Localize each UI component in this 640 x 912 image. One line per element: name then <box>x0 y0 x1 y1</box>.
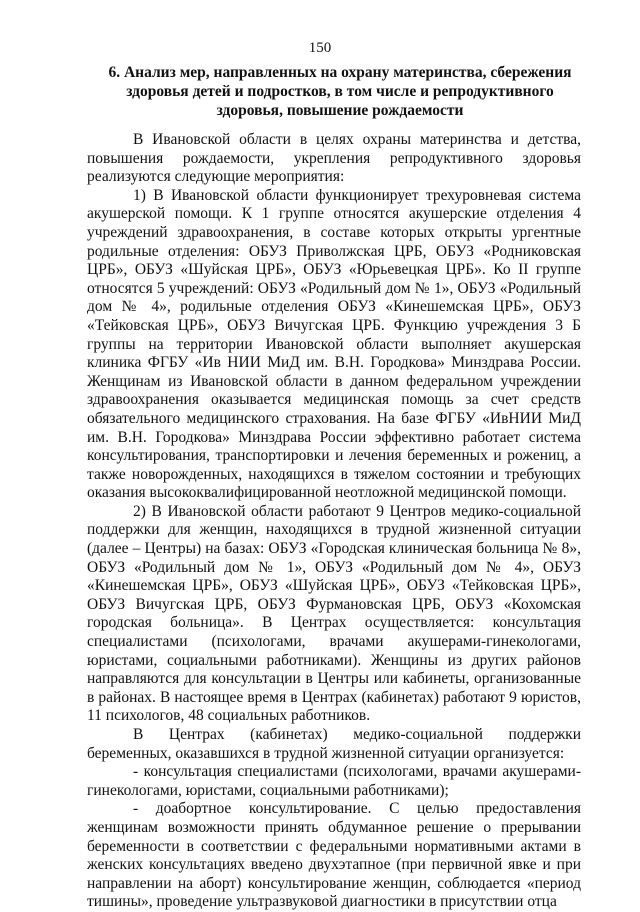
page-number: 150 <box>308 40 332 56</box>
list-item-1: 1) В Ивановской области функционирует трехуровневая система акушерской помощи. К 1 группе относятся акушерские отделения 4 учреждений здравоохранения, в составе которых открыты ургентные родильные отделения: ОБУЗ Приволжская ЦРБ, ОБУЗ «Родниковская ЦРБ», ОБУЗ «Шуйская ЦРБ», ОБУЗ «Юрьевецкая ЦРБ». Ко II группе относятся 5 учреждений: ОБУЗ «Родильный дом № 1», ОБУЗ «Родильный дом № 4», родильные отделения ОБУЗ «Кинешемская ЦРБ», ОБУЗ «Тейковская ЦРБ», ОБУЗ Вичугская ЦРБ. Функцию учреждения 3 Б группы на территории Ивановской области выполняет акушерская клиника ФГБУ «Ив НИИ МиД им. В.Н. Городкова» Минздрава России. Женщинам из Ивановской области в данном федеральном учреждении здравоохранения оказывается медицинская помощь за счет средств обязательного медицинского страхования. На базе ФГБУ «ИвНИИ МиД им. В.Н. Городкова» Минздрава России эффективно работает система консультирования, транспортировки и лечения беременных и рожениц, а также новорожденных, находящихся в тяжелом состоянии и требующих оказания высококвалифицированной неотложной медицинской помощи. <box>87 186 581 502</box>
document-body <box>87 131 581 912</box>
section-heading: 6. Анализ мер, направленных на охрану материнства, сбережения здоровья детей и подростков, в том числе и репродуктивного здоровья, повышение рождаемости <box>108 64 572 119</box>
list-item-2: 2) В Ивановской области работают 9 Центров медико-социальной поддержки для женщин, находящихся в трудной жизненной ситуации (далее – Центры) на базах: ОБУЗ «Городская клиническая больница № 8», ОБУЗ «Родильный дом № 1», ОБУЗ «Родильный дом № 4», ОБУЗ «Кинешемская ЦРБ», ОБУЗ «Шуйская ЦРБ», ОБУЗ «Тейковская ЦРБ», ОБУЗ Вичугская ЦРБ, ОБУЗ Фурмановская ЦРБ, ОБУЗ «Кохомская городская больница». В Центрах осуществляется: консультация специалистами (психологами, врачами акушерами-гинекологами, юристами, социальными работниками). Женщины из других районов направляются для консультации в Центры или кабинеты, организованные в районах. В настоящее время в Центрах (кабинетах) работают 9 юристов, 11 психологов, 48 социальных работников. <box>87 502 581 725</box>
dash-item-preabortion: - доабортное консультирование. С целью предоставления женщинам возможности принять обдуманное решение о прерывании беременности в соответствии с федеральными нормативными актами в женских консультациях введено двухэтапное (при первичной явке и при направлении на аборт) консультирование женщин, соблюдается «период тишины», проведение ультразвуковой диагностики в присутствии отца <box>87 800 581 911</box>
centers-paragraph: В Центрах (кабинетах) медико-социальной поддержки беременных, оказавшихся в трудной жизненной ситуации организуется: <box>87 726 581 762</box>
dash-item-consultation: - консультация специалистами (психологами, врачами акушерами-гинекологами, юристами, социальными работниками); <box>87 763 581 799</box>
intro-paragraph: В Ивановской области в целях охраны материнства и детства, повышения рождаемости, укрепления репродуктивного здоровья реализуются следующие мероприятия: <box>87 131 581 186</box>
